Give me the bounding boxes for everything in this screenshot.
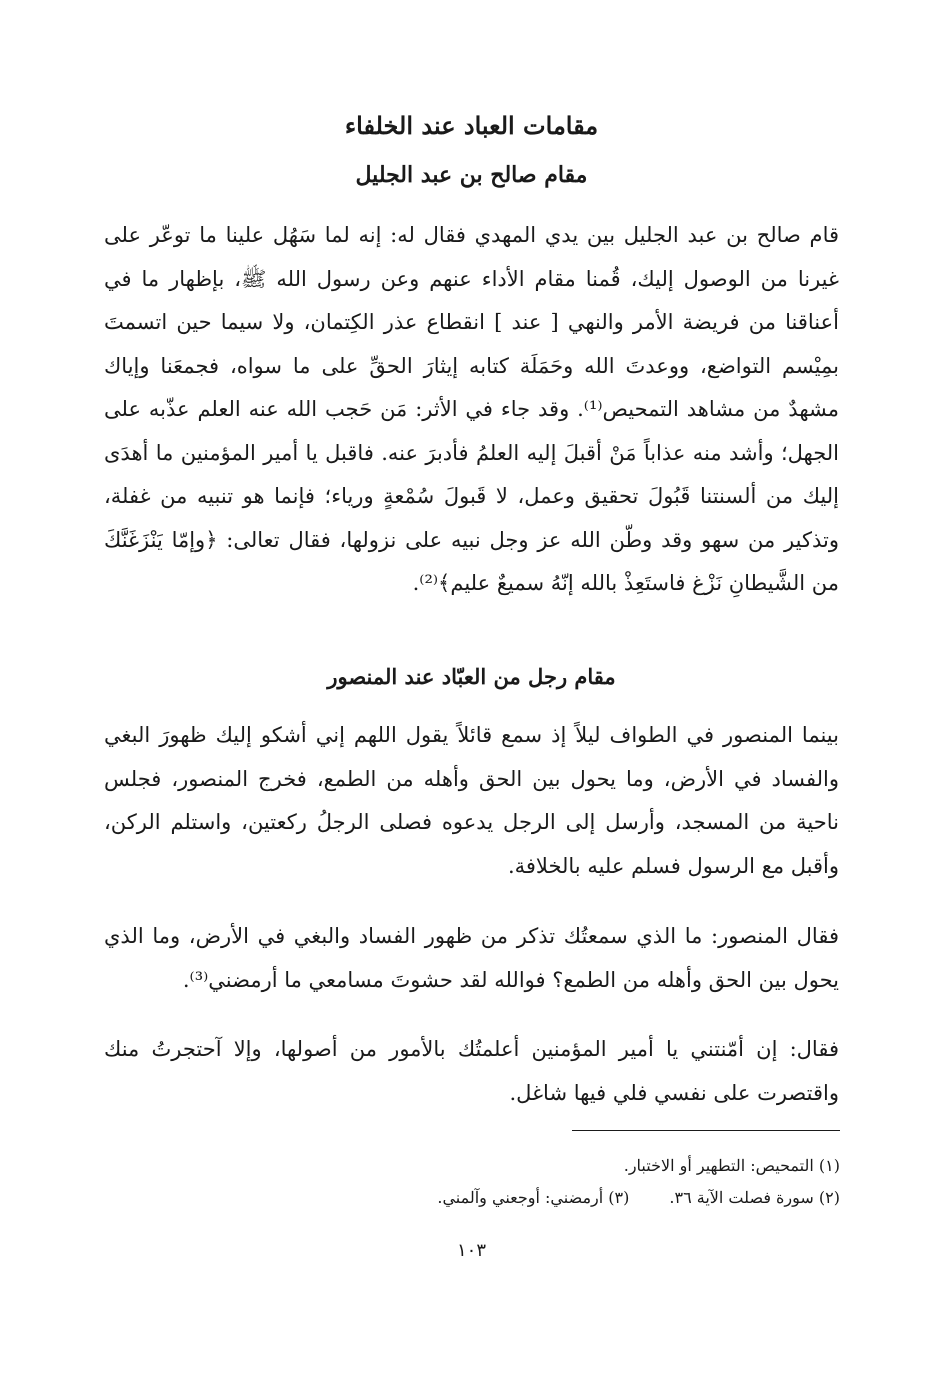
- paragraph-mansur-tawaf: بينما المنصور في الطواف ليلاً إذ سمع قائلاً يقول اللهم إني أشكو إليك ظهورَ البغي والفساد في الأرض، وما يحول بين الحق وأهله من الطمع، فخرج المنصور، فجلس ناحية من المسجد، وأرسل إلى الرجل يدعوه فصلى الرجلُ ركعتين، واستلم الركن، وأقبل مع الرسول فسلم عليه بالخلافة.: [104, 723, 839, 878]
- paragraph-saleh-speech: قام صالح بن عبد الجليل بين يدي المهدي فقال له: إنه لما سَهُل علينا ما توعّر على غيرنا من الوصول إليك، قُمنا مقام الأداء عنهم وعن رسول الله ﷺ، بإظهار ما في أعناقنا من فريضة الأمر والنهي [ عند ] انقطاع عذر الكِتمان، ولا سيما حين اتسمتَ بمِيْسم التواضع، ووعدتَ الله وحَمَلَة كتابه إيثارَ الحقِّ على ما سواه، فجمعَنا وإياك مشهدٌ من مشاهد التمحيص⁽¹⁾. وقد جاء في الأثر: مَن حَجب الله عنه العلم عذّبه على الجهل؛ وأشد منه عذاباً مَنْ أقبلَ إليه العلمُ فأدبرَ عنه. فاقبل يا أمير المؤمنين ما أهدَى إليك من ألسنتنا قَبُولَ تحقيق وعمل، لا قَبولَ سُمْعةٍ ورياء؛ فإنما هو تنبيه من غفلة، وتذكير من سهو وقد وطّن الله عز وجل نبيه على نزولها، فقال تعالى: ﴿وإمّا يَنْزَغَنَّكَ من الشَّيطانِ نَزْغ فاستَعِذْ بالله إنّهُ سميعٌ عليم﴾⁽²⁾.: [104, 223, 839, 595]
- section-title-saleh: مقام صالح بن عبد الجليل: [355, 162, 588, 188]
- footnote-divider: [572, 1130, 840, 1131]
- footnote-2: (٢) سورة فصلت الآية ٣٦.: [669, 1188, 840, 1207]
- paragraph-man-answer: فقال: إن أمّنتني يا أمير المؤمنين أعلمتُك بالأمور من أصولها، وإلا آحتجرتُ منك واقتصرت على نفسي فلي فيها شاغل.: [104, 1037, 839, 1105]
- section-title-mansur: مقام رجل من العبّاد عند المنصور: [327, 664, 616, 689]
- page-number: ١٠٣: [456, 1240, 486, 1261]
- footnotes-block: [300, 1150, 840, 1214]
- footnote-3: (٣) أرمضني: أوجعني وآلمني.: [437, 1188, 630, 1207]
- paragraph-mansur-question: فقال المنصور: ما الذي سمعتُك تذكر من ظهور الفساد والبغي في الأرض، وما الذي يحول بين الحق وأهله من الطمع؟ فوالله لقد حشوتَ مسامعي ما أرمضني⁽³⁾.: [104, 924, 839, 992]
- footnote-2-3-line: [300, 1182, 840, 1214]
- chapter-title: مقامات العباد عند الخلفاء: [344, 111, 599, 140]
- footnote-1: (١) التمحيص: التطهير أو الاختبار.: [623, 1156, 840, 1175]
